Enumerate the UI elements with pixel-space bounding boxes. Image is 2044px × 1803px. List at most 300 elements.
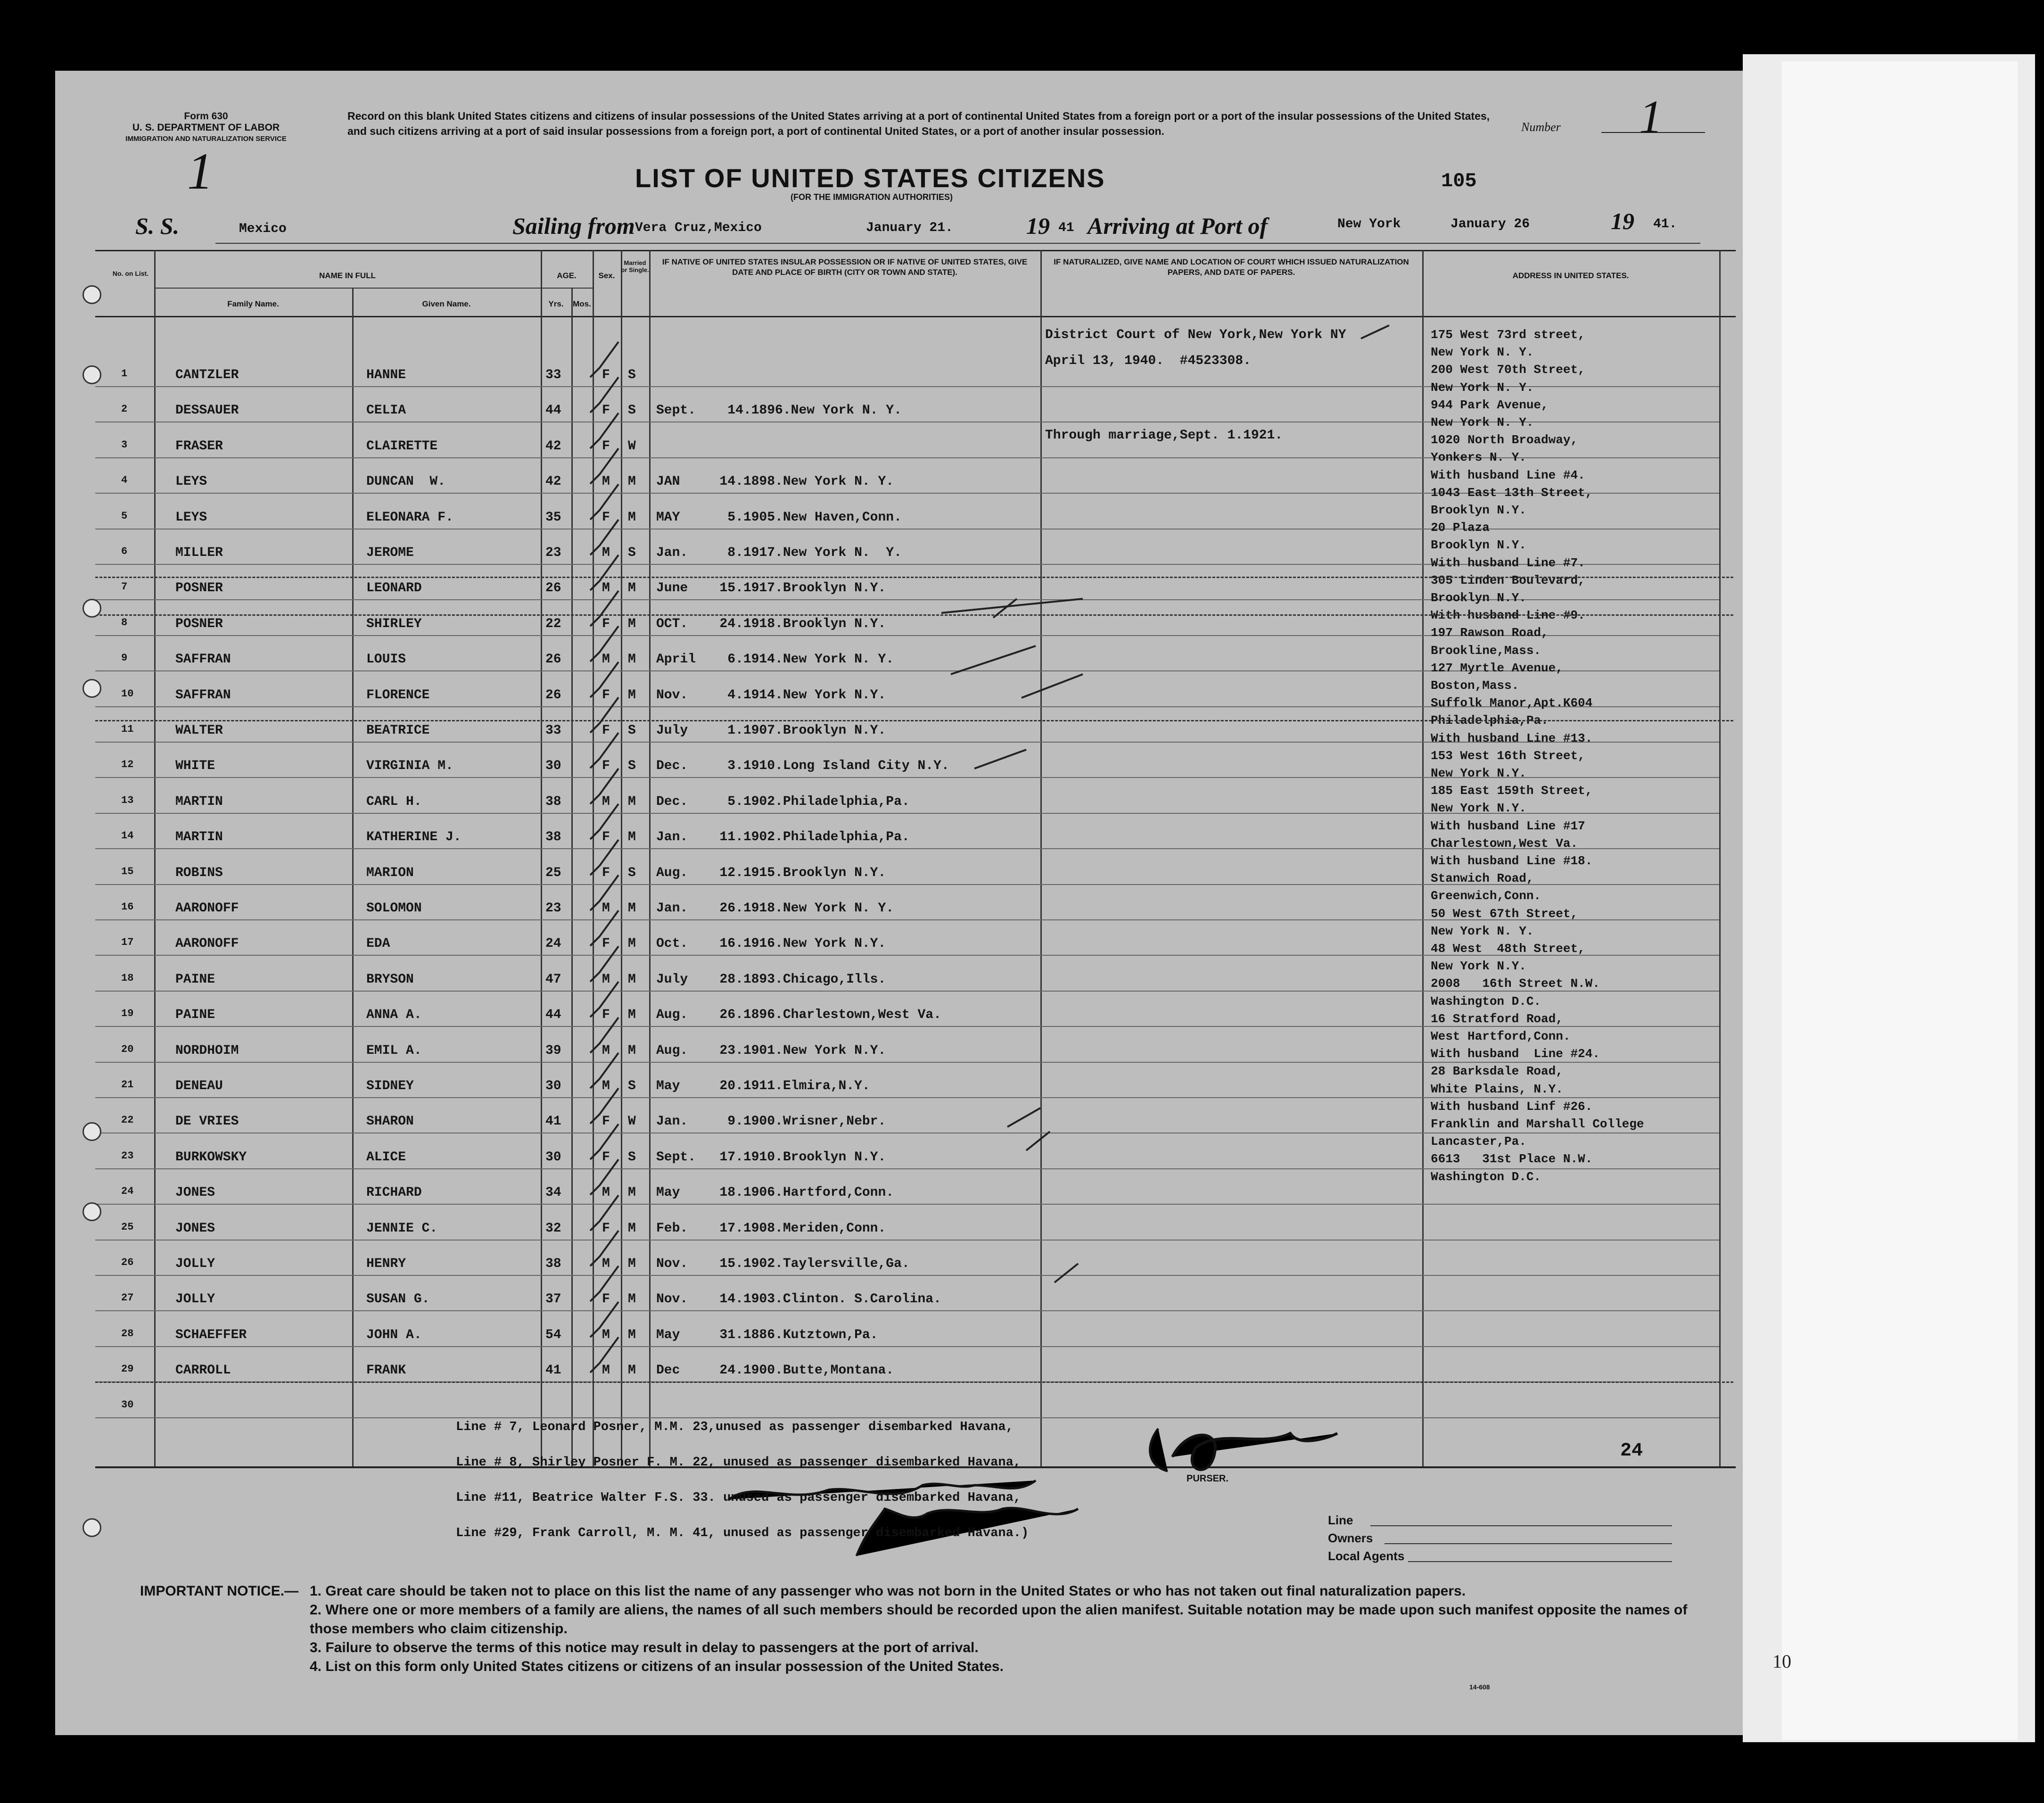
sex: M [602, 1328, 610, 1342]
birth-info: Nov. 15.1902.Taylersville,Ga. [656, 1257, 910, 1271]
address-line: With husband Line #7. [1431, 556, 1585, 570]
marital-status: S [628, 759, 636, 773]
age-years: 44 [545, 1008, 561, 1022]
port-to: New York [1337, 217, 1401, 232]
birth-info: Nov. 4.1914.New York N.Y. [656, 688, 886, 703]
family-name: AARONOFF [175, 901, 239, 916]
address-line: 50 West 67th Street, [1431, 907, 1578, 921]
check-mark [590, 982, 618, 1017]
address-line: 1020 North Broadway, [1431, 433, 1578, 447]
row-number: 20 [121, 1043, 134, 1055]
address-line: 944 Park Avenue, [1431, 398, 1549, 412]
address-line: New York N.Y. [1431, 801, 1526, 815]
marital-status: M [628, 936, 636, 951]
row-number: 12 [121, 759, 134, 770]
check-mark [590, 1088, 618, 1124]
birth-info: MAY 5.1905.New Haven,Conn. [656, 510, 902, 525]
marital-status: M [628, 1292, 636, 1307]
arriving-label: Arriving at Port of [1088, 213, 1268, 239]
birth-info: Dec. 5.1902.Philadelphia,Pa. [656, 794, 910, 809]
birth-info: Jan. 26.1918.New York N. Y. [656, 901, 894, 916]
address-line: 197 Rawson Road, [1431, 626, 1549, 640]
birth-info: Aug. 12.1915.Brooklyn N.Y. [656, 866, 886, 880]
marital-status: S [628, 403, 636, 418]
intro-text: Record on this blank United States citizens and citizens of insular possessions of the United States arriving at a port of continental United States from a foreign port or a port of the insular possessions of the United States, and such citizens arriving at a port of said insular possessions from a foreign port, a port of continental United States, or a port of another insular possession. [347, 110, 1490, 137]
family-name: POSNER [175, 581, 223, 595]
family-name: CANTZLER [175, 368, 239, 382]
sex: M [602, 546, 610, 560]
family-name: FRASER [175, 439, 223, 454]
sex: F [602, 1114, 610, 1129]
notice-item: 4. List on this form only United States citizens or citizens of an insular possession of the United States. [310, 1659, 1004, 1674]
header-married: Married or Single. [621, 259, 649, 273]
address-line: 185 East 159th Street, [1431, 784, 1593, 798]
address-line: Brooklyn N.Y. [1431, 538, 1526, 552]
address-line: Yonkers N. Y. [1431, 450, 1526, 464]
age-years: 38 [545, 794, 561, 809]
row-number: 8 [121, 617, 128, 629]
address-line: Greenwich,Conn. [1431, 889, 1541, 903]
age-years: 54 [545, 1328, 561, 1342]
address-line: Lancaster,Pa. [1431, 1134, 1526, 1149]
row-number: 13 [121, 794, 134, 806]
address-line: 153 West 16th Street, [1431, 749, 1585, 763]
given-name: ANNA A. [366, 1008, 422, 1022]
address-line: Philadelphia,Pa. [1431, 713, 1549, 728]
address-line: 6613 31st Place N.W. [1431, 1152, 1593, 1166]
sex: F [602, 723, 610, 738]
age-years: 41 [545, 1363, 561, 1378]
punch-hole [82, 599, 101, 618]
row-number: 10 [121, 688, 134, 700]
address-line: 2008 16th Street N.W. [1431, 976, 1600, 991]
family-name: LEYS [175, 474, 207, 489]
year-from: 41 [1058, 221, 1074, 235]
punch-hole [82, 1518, 101, 1537]
row-number: 1 [121, 368, 128, 380]
given-name: EMIL A. [366, 1043, 422, 1058]
page-subtitle: (FOR THE IMMIGRATION AUTHORITIES) [791, 192, 953, 202]
check-mark [1007, 1108, 1040, 1127]
date-from: January 21. [866, 221, 953, 235]
address-line: 305 Linden Boulevard, [1431, 573, 1585, 587]
family-name: LEYS [175, 510, 207, 525]
marital-status: M [628, 617, 636, 631]
address-line: Stanwich Road, [1431, 871, 1534, 885]
marital-status: M [628, 510, 636, 525]
family-name: PAINE [175, 1008, 215, 1022]
marital-status: M [628, 1221, 636, 1236]
marital-status: M [628, 901, 636, 916]
family-name: MILLER [175, 546, 223, 560]
birth-info: May 31.1886.Kutztown,Pa. [656, 1328, 878, 1342]
ship-name: Mexico [239, 222, 287, 236]
sex: F [602, 368, 610, 382]
row-number: 29 [121, 1363, 134, 1375]
given-name: CLAIRETTE [366, 439, 438, 454]
check-mark [590, 448, 618, 484]
family-name: JONES [175, 1185, 215, 1200]
family-name: SAFFRAN [175, 652, 231, 667]
given-name: BRYSON [366, 972, 414, 987]
sex: F [602, 617, 610, 631]
department: U. S. DEPARTMENT OF LABOR [132, 122, 280, 133]
family-name: AARONOFF [175, 936, 239, 951]
check-mark [590, 769, 618, 804]
address-line: 175 West 73rd street, [1431, 328, 1585, 342]
marital-status: M [628, 474, 636, 489]
age-years: 35 [545, 510, 561, 525]
address-line: With husband Line #18. [1431, 854, 1593, 868]
check-mark [590, 1159, 618, 1195]
age-years: 39 [545, 1043, 561, 1058]
check-mark [590, 1231, 618, 1266]
sex: F [602, 936, 610, 951]
row-number: 3 [121, 439, 128, 451]
sex: M [602, 1043, 610, 1058]
notice-item: 1. Great care should be taken not to place on this list the name of any passenger who was not born in the United States or who has not taken out final naturalization papers. [310, 1583, 1466, 1599]
age-years: 25 [545, 866, 561, 880]
birth-info: Aug. 23.1901.New York N.Y. [656, 1043, 886, 1058]
marital-status: S [628, 546, 636, 560]
row-number: 2 [121, 403, 128, 415]
given-name: FRANK [366, 1363, 406, 1378]
check-mark [1022, 674, 1083, 698]
agents-field [1408, 1561, 1672, 1562]
header-given: Given Name. [422, 299, 471, 308]
given-name: JOHN A. [366, 1328, 422, 1342]
age-years: 26 [545, 688, 561, 703]
family-name: DE VRIES [175, 1114, 239, 1129]
check-mark [590, 484, 618, 520]
given-name: HENRY [366, 1257, 406, 1271]
family-name: WHITE [175, 759, 215, 773]
note-line: Line # 8, Shirley Posner F. M. 22, unused as passenger disembarked Havana, [456, 1456, 1021, 1470]
naturalization-marriage: Through marriage,Sept. 1.1921. [1045, 428, 1283, 443]
birth-info: Jan. 8.1917.New York N. Y. [656, 546, 902, 560]
page-stamp: 105 [1441, 170, 1477, 192]
address-line: With husband Linf #26. [1431, 1100, 1593, 1114]
check-mark [590, 555, 618, 590]
year-prefix-to: 19 [1611, 208, 1634, 234]
punch-hole [82, 679, 101, 698]
birth-info: Jan. 11.1902.Philadelphia,Pa. [656, 830, 910, 844]
family-name: PAINE [175, 972, 215, 987]
age-years: 23 [545, 546, 561, 560]
marital-status: S [628, 368, 636, 382]
check-mark [590, 804, 618, 839]
age-years: 33 [545, 368, 561, 382]
sex: M [602, 901, 610, 916]
given-name: BEATRICE [366, 723, 430, 738]
address-line: With husband Line #9. [1431, 608, 1585, 622]
age-years: 24 [545, 936, 561, 951]
given-name: KATHERINE J. [366, 830, 462, 844]
check-mark [590, 910, 618, 946]
row-number: 18 [121, 972, 134, 984]
address-line: New York N.Y. [1431, 766, 1526, 780]
birth-info: Nov. 14.1903.Clinton. S.Carolina. [656, 1292, 941, 1307]
marital-status: M [628, 581, 636, 595]
age-years: 26 [545, 652, 561, 667]
birth-info: Jan. 9.1900.Wrisner,Nebr. [656, 1114, 886, 1129]
row-number: 11 [121, 723, 134, 735]
age-years: 22 [545, 617, 561, 631]
family-name: POSNER [175, 617, 223, 631]
row-number: 19 [121, 1008, 134, 1019]
row-number: 4 [121, 474, 128, 486]
marital-status: M [628, 1363, 636, 1378]
row-number: 16 [121, 901, 134, 913]
sex: M [602, 1185, 610, 1200]
check-mark [590, 342, 618, 377]
given-name: SUSAN G. [366, 1292, 430, 1307]
address-line: 16 Stratford Road, [1431, 1012, 1563, 1026]
marital-status: M [628, 794, 636, 809]
check-mark [590, 626, 618, 662]
cancellation-notes [456, 1398, 1029, 1563]
number-value: 1 [1639, 91, 1663, 143]
check-mark [1026, 1132, 1050, 1150]
side-number: 10 [1772, 1651, 1791, 1672]
given-name: MARION [366, 866, 414, 880]
total-count: 24 [1620, 1440, 1643, 1462]
row-number: 28 [121, 1328, 134, 1340]
address-line: Brooklyn N.Y. [1431, 591, 1526, 605]
given-name: CELIA [366, 403, 406, 418]
check-mark [1055, 1264, 1078, 1282]
family-name: SCHAEFFER [175, 1328, 247, 1342]
marital-status: M [628, 1257, 636, 1271]
check-mark [590, 377, 618, 413]
given-name: JENNIE C. [366, 1221, 438, 1236]
header-age: AGE. [557, 271, 577, 280]
note-line: Line # 7, Leonard Posner, M.M. 23,unused as passenger disembarked Havana, [456, 1420, 1014, 1434]
family-name: ROBINS [175, 866, 223, 880]
address-line: Suffolk Manor,Apt.K604 [1431, 696, 1593, 710]
header-address: ADDRESS IN UNITED STATES. [1512, 271, 1629, 280]
given-name: CARL H. [366, 794, 422, 809]
sex: M [602, 581, 610, 595]
given-name: SIDNEY [366, 1079, 414, 1093]
family-name: SAFFRAN [175, 688, 231, 703]
header-yrs: Yrs. [548, 299, 564, 308]
given-name: JEROME [366, 546, 414, 560]
sex: M [602, 1363, 610, 1378]
marital-status: W [628, 439, 636, 454]
sex: M [602, 1257, 610, 1271]
check-mark [590, 1302, 618, 1337]
service: IMMIGRATION AND NATURALIZATION SERVICE [125, 135, 287, 143]
row-number: 23 [121, 1150, 134, 1162]
address-line: New York N. Y. [1431, 415, 1534, 430]
address-line: White Plains, N.Y. [1431, 1082, 1563, 1096]
check-mark [590, 1337, 618, 1373]
address-line: 200 West 70th Street, [1431, 363, 1585, 377]
row-number: 9 [121, 652, 128, 664]
given-name: SOLOMON [366, 901, 422, 916]
address-line: Washington D.C. [1431, 994, 1541, 1009]
marital-status: M [628, 972, 636, 987]
check-mark [590, 733, 618, 768]
address-line: 20 Plaza [1431, 521, 1490, 535]
check-mark [590, 591, 618, 626]
line-field [1370, 1525, 1672, 1526]
family-name: JONES [175, 1221, 215, 1236]
purser-signature [1172, 1433, 1337, 1470]
row-number: 5 [121, 510, 128, 522]
notice-item: 2. Where one or more members of a family are aliens, the names of all such members should be recorded upon the alien manifest. Suitable notation may be made upon such manifest opposite the names of those members who claim citizenship. [310, 1602, 1688, 1637]
address-line: Brookline,Mass. [1431, 644, 1541, 658]
birth-info: Feb. 17.1908.Meriden,Conn. [656, 1221, 886, 1236]
year-to: 41. [1653, 217, 1677, 232]
sex: F [602, 759, 610, 773]
header-sex: Sex. [598, 271, 615, 280]
sex: F [602, 830, 610, 844]
header-birth: IF NATIVE OF UNITED STATES INSULAR POSSESSION OR IF NATIVE OF UNITED STATES, GIVE DATE AND PLACE OF BIRTH (CITY OR TOWN AND STATE). [662, 257, 1028, 277]
row-number: 21 [121, 1079, 134, 1091]
birth-info: May 20.1911.Elmira,N.Y. [656, 1079, 870, 1093]
row-number: 26 [121, 1257, 134, 1268]
punch-hole [82, 1122, 101, 1141]
check-mark [590, 875, 618, 910]
address-line: With husband Line #13. [1431, 731, 1593, 745]
birth-info: Oct. 16.1916.New York N.Y. [656, 936, 886, 951]
birth-info: May 18.1906.Hartford,Conn. [656, 1185, 894, 1200]
age-years: 34 [545, 1185, 561, 1200]
age-years: 26 [545, 581, 561, 595]
address-line: 127 Myrtle Avenue, [1431, 661, 1563, 675]
given-name: DUNCAN W. [366, 474, 446, 489]
address-line: New York N. Y. [1431, 345, 1534, 359]
given-name: LEONARD [366, 581, 422, 595]
marital-status: S [628, 1079, 636, 1093]
given-name: ALICE [366, 1150, 406, 1165]
date-to: January 26 [1451, 217, 1530, 232]
punch-hole [82, 1202, 101, 1221]
line-label: Line [1328, 1513, 1353, 1527]
given-name: SHIRLEY [366, 617, 422, 631]
given-name: SHARON [366, 1114, 414, 1129]
number-label: Number [1521, 120, 1561, 134]
row-number: 25 [121, 1221, 134, 1233]
purser-label: PURSER. [1187, 1473, 1228, 1484]
manifest-sheet [55, 71, 1743, 1735]
age-years: 30 [545, 759, 561, 773]
address-line: West Hartford,Conn. [1431, 1029, 1571, 1043]
age-years: 37 [545, 1292, 561, 1307]
marital-status: M [628, 1328, 636, 1342]
address-line: Washington D.C. [1431, 1170, 1541, 1184]
age-years: 23 [545, 901, 561, 916]
check-mark [590, 946, 618, 982]
check-mark [590, 1195, 618, 1231]
header-family: Family Name. [227, 299, 279, 308]
marital-status: S [628, 723, 636, 738]
port-from: Vera Cruz,Mexico [635, 221, 762, 235]
check-mark [590, 413, 618, 448]
check-mark [951, 646, 1036, 674]
given-name: LOUIS [366, 652, 406, 667]
age-years: 32 [545, 1221, 561, 1236]
birth-info: April 6.1914.New York N. Y. [656, 652, 894, 667]
check-mark [590, 520, 618, 555]
naturalization-court: District Court of New York,New York NY [1045, 328, 1346, 342]
birth-info: OCT. 24.1918.Brooklyn N.Y. [656, 617, 886, 631]
punch-hole [82, 365, 101, 384]
birth-info: July 1.1907.Brooklyn N.Y. [656, 723, 886, 738]
age-years: 38 [545, 830, 561, 844]
marital-status: M [628, 688, 636, 703]
sailing-label: Sailing from [512, 213, 635, 239]
birth-info: JAN 14.1898.New York N. Y. [656, 474, 894, 489]
sex: F [602, 1150, 610, 1165]
address-line: Charlestown,West Va. [1431, 836, 1578, 851]
birth-info: Sept. 17.1910.Brooklyn N.Y. [656, 1150, 886, 1165]
page-title: LIST OF UNITED STATES CITIZENS [635, 163, 1105, 193]
family-name: MARTIN [175, 830, 223, 844]
sex: F [602, 1008, 610, 1022]
address-line: New York N.Y. [1431, 959, 1526, 973]
given-name: VIRGINIA M. [366, 759, 453, 773]
age-years: 47 [545, 972, 561, 987]
row-number: 14 [121, 830, 134, 842]
address-line: Franklin and Marshall College [1431, 1117, 1644, 1131]
birth-info: Sept. 14.1896.New York N. Y. [656, 403, 902, 418]
family-name: BURKOWSKY [175, 1150, 247, 1165]
header-name-in-full: NAME IN FULL [319, 271, 376, 280]
marital-status: M [628, 652, 636, 667]
family-name: JOLLY [175, 1257, 215, 1271]
row-number: 17 [121, 936, 134, 948]
check-mark [590, 1053, 618, 1088]
owners-field [1385, 1543, 1672, 1544]
given-name: EDA [366, 936, 390, 951]
address-line: New York N. Y. [1431, 380, 1534, 395]
sex: F [602, 439, 610, 454]
row-number: 30 [121, 1399, 134, 1411]
address-line: 1043 East 13th Street, [1431, 486, 1593, 500]
given-name: FLORENCE [366, 688, 430, 703]
birth-info: Aug. 26.1896.Charlestown,West Va. [656, 1008, 941, 1022]
address-line: Brooklyn N.Y. [1431, 503, 1526, 517]
note-line: Line #11, Beatrice Walter F.S. 33. unused as passenger disembarked Havana, [456, 1491, 1021, 1505]
signature-bracket [1150, 1429, 1168, 1471]
punch-hole [82, 285, 101, 304]
sex: M [602, 794, 610, 809]
family-name: NORDHOIM [175, 1043, 239, 1058]
sex: M [602, 972, 610, 987]
owners-label: Owners [1328, 1531, 1373, 1545]
family-name: JOLLY [175, 1292, 215, 1307]
given-name: HANNE [366, 368, 406, 382]
age-years: 41 [545, 1114, 561, 1129]
sex: F [602, 1292, 610, 1307]
sex: F [602, 1221, 610, 1236]
age-years: 38 [545, 1257, 561, 1271]
form-number: Form 630 [184, 111, 228, 122]
row-number: 7 [121, 581, 128, 593]
notice-body [310, 1582, 1714, 1676]
sex: M [602, 1079, 610, 1093]
check-mark [590, 662, 618, 697]
family-name: MARTIN [175, 794, 223, 809]
birth-info: June 15.1917.Brooklyn N.Y. [656, 581, 886, 595]
given-name: ELEONARA F. [366, 510, 453, 525]
sex: M [602, 474, 610, 489]
age-years: 33 [545, 723, 561, 738]
age-years: 44 [545, 403, 561, 418]
